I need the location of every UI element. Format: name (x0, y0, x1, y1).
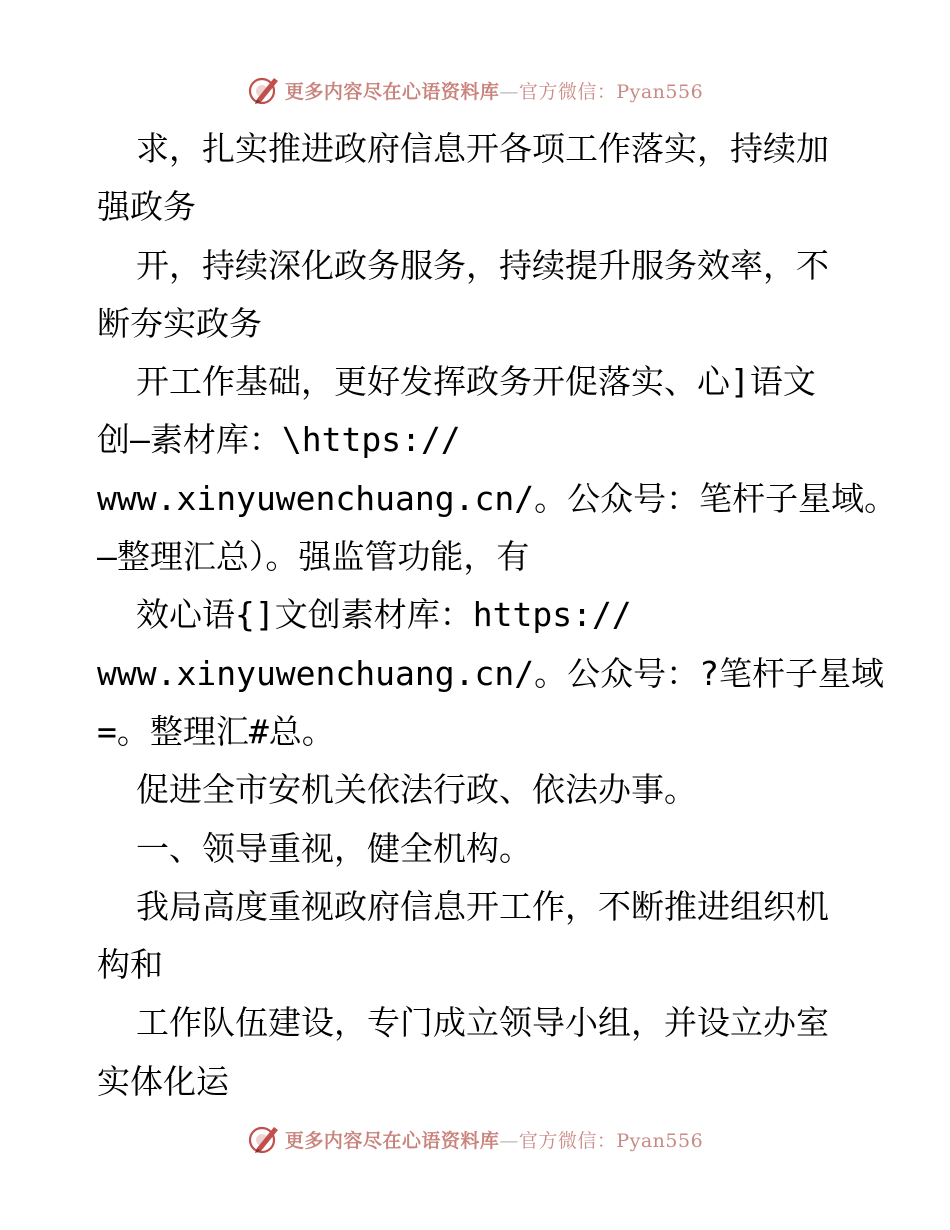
text-line: www.xinyuwenchuang.cn/。公众号：?笔杆子星域 (97, 653, 884, 693)
watermark-brand: 更多内容尽在心语资料库 (284, 80, 500, 103)
text-line: 工作队伍建设，专门成立领导小组，并设立办室 (136, 1003, 829, 1043)
text-line: www.xinyuwenchuang.cn/。公众号：笔杆子星域。 (97, 478, 898, 518)
text-line: 促进全市安机关依法行政、依法办事。 (136, 770, 697, 810)
pen-logo-icon (247, 1122, 281, 1156)
text-line: 我局高度重视政府信息开工作，不断推进组织机 (136, 886, 829, 926)
watermark-contact: 官方微信：Pyan556 (518, 80, 704, 103)
text-line: 构和 (97, 945, 163, 985)
text-line: 求，扎实推进政府信息开各项工作落实，持续加 (136, 129, 829, 168)
text-line: 效心语{]文创素材库：https:// (136, 595, 632, 635)
watermark-text (285, 1126, 703, 1153)
text-line: —整理汇总）。强监管功能，有 (97, 537, 530, 577)
text-line: 强政务 (97, 187, 196, 227)
watermark-brand: 更多内容尽在心语资料库 (284, 1129, 500, 1152)
document-body (97, 120, 898, 1111)
watermark-text (285, 77, 703, 104)
watermark-contact: 官方微信：Pyan556 (518, 1129, 704, 1152)
footer-watermark (0, 1119, 950, 1159)
pen-logo-icon (247, 73, 281, 107)
watermark-separator: — (499, 80, 519, 103)
text-line: 开，持续深化政务服务，持续提升服务效率，不 (136, 245, 829, 285)
text-line: 断夯实政务 (97, 303, 262, 343)
watermark-separator: — (499, 1129, 519, 1152)
text-line: =。整理汇#总。 (97, 711, 335, 751)
text-line: 一、领导重视，健全机构。 (136, 828, 532, 868)
header-watermark (0, 70, 950, 110)
text-line: 开工作基础，更好发挥政务开促落实、心]语文 (136, 362, 816, 402)
text-line: 实体化运 (97, 1061, 229, 1101)
text-line: 创—素材库：\https:// (97, 420, 461, 460)
